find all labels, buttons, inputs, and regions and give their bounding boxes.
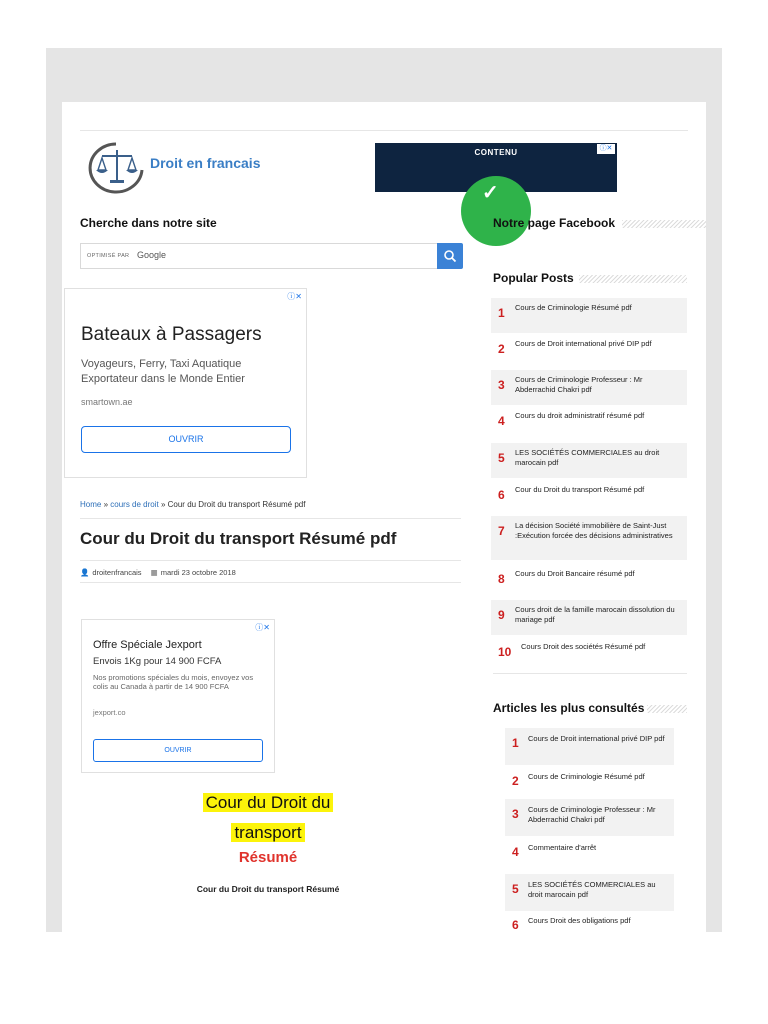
title-stripe bbox=[622, 220, 706, 228]
most-viewed-link[interactable]: Cours de Criminologie Professeur : Mr Abderrachid Chakri pdf bbox=[528, 805, 656, 824]
rank-number: 5 bbox=[498, 451, 505, 465]
rank-number: 1 bbox=[512, 736, 519, 750]
title-stripe bbox=[579, 275, 687, 283]
most-viewed-item[interactable] bbox=[505, 910, 674, 947]
popular-post-item[interactable] bbox=[491, 298, 687, 333]
rank-number: 6 bbox=[512, 918, 519, 932]
breadcrumb bbox=[80, 500, 305, 509]
divider bbox=[80, 560, 461, 561]
checkmark-icon: ✓ bbox=[482, 182, 499, 204]
post-date: mardi 23 octobre 2018 bbox=[160, 568, 236, 577]
most-viewed-link[interactable]: LES SOCIÉTÉS COMMERCIALES au droit marocain pdf bbox=[528, 880, 656, 899]
article-heading-line1: Cour du Droit du bbox=[203, 793, 334, 812]
rank-number: 3 bbox=[498, 378, 505, 392]
most-viewed-item[interactable] bbox=[505, 874, 674, 911]
popular-post-link[interactable]: Cours du droit administratif résumé pdf bbox=[515, 411, 645, 420]
popular-post-link[interactable]: La décision Société immobilière de Saint-Just :Exécution forcée des décisions administratives bbox=[515, 521, 673, 540]
breadcrumb-current: Cour du Droit du transport Résumé pdf bbox=[167, 500, 306, 509]
rank-number: 7 bbox=[498, 524, 505, 538]
post-author[interactable]: droitenfrancais bbox=[92, 568, 142, 577]
breadcrumb-separator: » bbox=[158, 500, 168, 509]
search-button[interactable] bbox=[437, 243, 463, 269]
divider bbox=[80, 582, 461, 583]
search-section-title: Cherche dans notre site bbox=[80, 216, 217, 230]
rank-number: 6 bbox=[498, 488, 505, 502]
rank-number: 2 bbox=[498, 342, 505, 356]
title-stripe bbox=[647, 705, 687, 713]
rank-number: 1 bbox=[498, 306, 505, 320]
ad-subtitle: Envois 1Kg pour 14 900 FCFA bbox=[93, 656, 222, 667]
user-icon: 👤 bbox=[80, 568, 90, 577]
logo-text: Droit en francais bbox=[150, 155, 261, 171]
rank-number: 5 bbox=[512, 882, 519, 896]
popular-post-item[interactable] bbox=[491, 637, 687, 672]
breadcrumb-category[interactable]: cours de droit bbox=[110, 500, 159, 509]
powered-by-label: OPTIMISÉ PAR bbox=[87, 253, 130, 259]
ad-description: Nos promotions spéciales du mois, envoyez vos colis au Canada à partir de 14 900 FCFA bbox=[93, 673, 254, 691]
google-label: Google bbox=[137, 250, 167, 260]
post-title: Cour du Droit du transport Résumé pdf bbox=[80, 529, 397, 548]
scales-of-justice-icon bbox=[86, 140, 148, 192]
most-viewed-item[interactable] bbox=[505, 766, 674, 803]
popular-post-item[interactable] bbox=[491, 370, 687, 405]
divider bbox=[493, 673, 687, 674]
facebook-section-title: Notre page Facebook bbox=[493, 216, 616, 230]
ad-url: smartown.ae bbox=[81, 397, 133, 407]
ad-title: Bateaux à Passagers bbox=[81, 324, 262, 345]
top-ad-label: CONTENU bbox=[474, 148, 518, 157]
ad-url: jexport.co bbox=[93, 708, 126, 717]
popular-post-item[interactable] bbox=[491, 334, 687, 369]
ad-title: Offre Spéciale Jexport bbox=[93, 639, 202, 651]
breadcrumb-separator: » bbox=[101, 500, 111, 509]
popular-post-item[interactable] bbox=[491, 443, 687, 478]
popular-post-item[interactable] bbox=[491, 516, 687, 560]
article-resume-label: Résumé bbox=[238, 849, 298, 866]
popular-posts-title: Popular Posts bbox=[493, 271, 574, 285]
adchoices-icon[interactable]: ⓘ✕ bbox=[287, 292, 302, 301]
popular-post-item[interactable] bbox=[491, 564, 687, 599]
most-viewed-link[interactable]: Commentaire d'arrêt bbox=[528, 843, 597, 852]
popular-post-item[interactable] bbox=[491, 600, 687, 635]
calendar-icon: ▦ bbox=[150, 568, 158, 577]
article-heading-line2: transport bbox=[231, 823, 304, 842]
most-viewed-link[interactable]: Cours de Criminologie Résumé pdf bbox=[528, 772, 645, 781]
most-viewed-item[interactable] bbox=[505, 728, 674, 765]
site-logo[interactable] bbox=[86, 140, 276, 192]
divider bbox=[80, 518, 461, 519]
most-viewed-item[interactable] bbox=[505, 799, 674, 836]
popular-post-item[interactable] bbox=[491, 406, 687, 441]
ad-open-button[interactable]: OUVRIR bbox=[81, 426, 291, 453]
most-viewed-item[interactable] bbox=[505, 837, 674, 874]
rank-number: 8 bbox=[498, 572, 505, 586]
popular-post-link[interactable]: LES SOCIÉTÉS COMMERCIALES au droit marocain pdf bbox=[515, 448, 660, 467]
top-divider bbox=[80, 130, 688, 131]
popular-post-link[interactable]: Cours de Criminologie Professeur : Mr Abderrachid Chakri pdf bbox=[515, 375, 643, 394]
rank-number: 4 bbox=[498, 414, 505, 428]
adchoices-icon[interactable]: ⓘ✕ bbox=[597, 144, 615, 154]
article-heading bbox=[190, 788, 346, 848]
rank-number: 2 bbox=[512, 774, 519, 788]
popular-post-item[interactable] bbox=[491, 480, 687, 515]
most-viewed-link[interactable]: Cours Droit des obligations pdf bbox=[528, 916, 631, 925]
most-viewed-link[interactable]: Cours de Droit international privé DIP pdf bbox=[528, 734, 665, 743]
rank-number: 3 bbox=[512, 807, 519, 821]
most-viewed-title: Articles les plus consultés bbox=[493, 701, 645, 715]
breadcrumb-home[interactable]: Home bbox=[80, 500, 102, 509]
popular-post-link[interactable]: Cours de Criminologie Résumé pdf bbox=[515, 303, 632, 312]
top-banner-ad[interactable] bbox=[375, 143, 617, 204]
search-input[interactable] bbox=[80, 243, 438, 269]
article-subtitle: Cour du Droit du transport Résumé bbox=[196, 884, 340, 894]
popular-post-link[interactable]: Cours droit de la famille marocain dissolution du mariage pdf bbox=[515, 605, 675, 624]
page-container bbox=[62, 102, 706, 932]
popular-post-link[interactable]: Cours du Droit Bancaire résumé pdf bbox=[515, 569, 635, 578]
ad-jexport[interactable] bbox=[81, 619, 275, 773]
popular-post-link[interactable]: Cours Droit des sociétés Résumé pdf bbox=[521, 642, 646, 651]
rank-number: 4 bbox=[512, 845, 519, 859]
popular-post-link[interactable]: Cours de Droit international privé DIP pdf bbox=[515, 339, 652, 348]
ad-bateaux[interactable] bbox=[64, 288, 307, 478]
adchoices-icon[interactable]: ⓘ✕ bbox=[255, 623, 270, 632]
popular-post-link[interactable]: Cour du Droit du transport Résumé pdf bbox=[515, 485, 645, 494]
search-icon bbox=[437, 243, 463, 269]
post-meta bbox=[80, 568, 236, 577]
rank-number: 9 bbox=[498, 608, 505, 622]
rank-number: 10 bbox=[498, 645, 512, 659]
ad-description: Voyageurs, Ferry, Taxi Aquatique Exportateur dans le Monde Entier bbox=[81, 358, 245, 385]
ad-open-button[interactable]: OUVRIR bbox=[93, 739, 263, 762]
